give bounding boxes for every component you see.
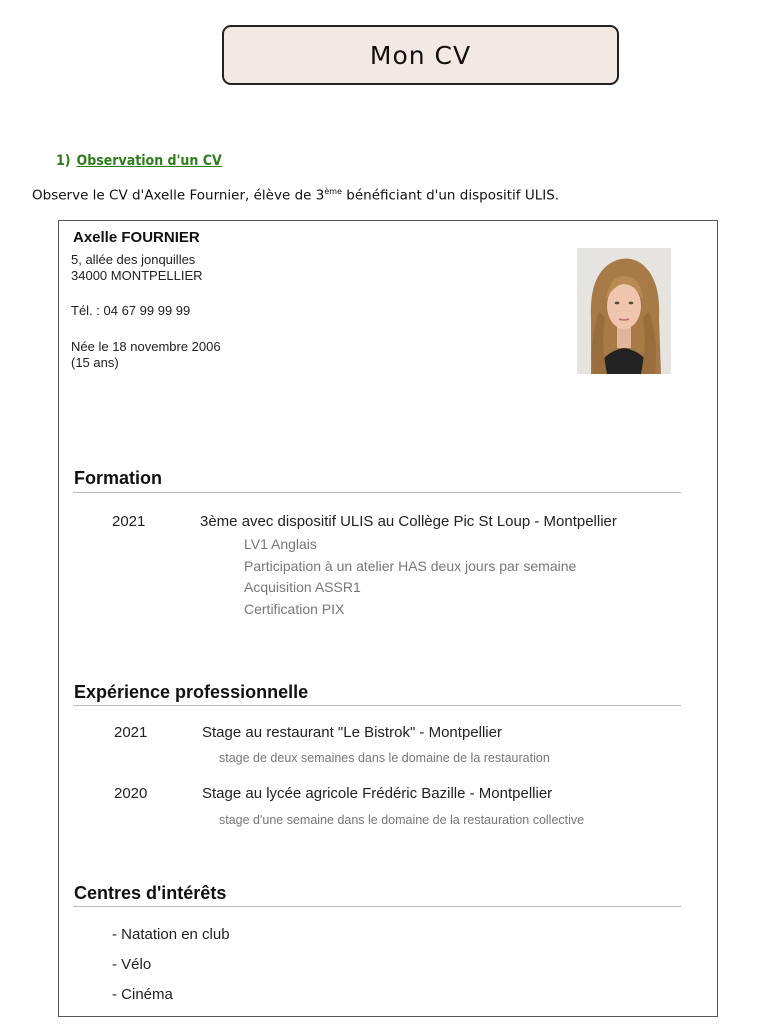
formation-detail: LV1 Anglais bbox=[244, 536, 317, 552]
experience-detail: stage d'une semaine dans le domaine de la restauration collective bbox=[219, 813, 585, 827]
page-title: Mon CV bbox=[369, 40, 472, 70]
formation-details bbox=[244, 534, 576, 620]
experience-divider bbox=[73, 705, 681, 706]
formation-year: 2021 bbox=[112, 513, 146, 530]
cv-phone: Tél. : 04 67 99 99 99 bbox=[71, 303, 191, 318]
cv-address-line2: 34000 MONTPELLIER bbox=[71, 268, 203, 283]
cv-name: Axelle FOURNIER bbox=[73, 229, 200, 246]
cv-birth-line2: (15 ans) bbox=[71, 355, 119, 370]
interest-item: - Natation en club bbox=[112, 926, 230, 943]
experience-year: 2021 bbox=[114, 724, 148, 741]
profile-photo-image bbox=[577, 248, 671, 374]
experience-main: Stage au lycée agricole Frédéric Bazille - Montpellier bbox=[202, 785, 553, 802]
cv-address bbox=[71, 252, 203, 284]
formation-divider bbox=[73, 492, 681, 493]
experience-detail: stage de deux semaines dans le domaine de la restauration bbox=[219, 751, 550, 765]
experience-year: 2020 bbox=[114, 785, 148, 802]
instruction-after: bénéficiant d'un dispositif ULIS. bbox=[341, 187, 560, 204]
page-title-box bbox=[222, 25, 619, 85]
formation-detail: Certification PIX bbox=[244, 600, 345, 617]
interest-item: - Vélo bbox=[112, 956, 152, 973]
cv-document bbox=[58, 220, 718, 1017]
formation-main: 3ème avec dispositif ULIS au Collège Pic St Loup - Montpellier bbox=[200, 513, 617, 530]
formation-detail: Acquisition ASSR1 bbox=[244, 579, 361, 595]
section-number: 1) bbox=[56, 153, 71, 169]
formation-title: Formation bbox=[74, 468, 162, 488]
instruction-before: Observe le CV d'Axelle Fournier, élève de 3 bbox=[32, 187, 325, 204]
cv-birth bbox=[71, 339, 221, 371]
instruction-superscript: ème bbox=[324, 187, 342, 196]
interests-divider bbox=[73, 906, 681, 907]
experience-main: Stage au restaurant "Le Bistrok" - Montpellier bbox=[202, 724, 502, 741]
cv-birth-line1: Née le 18 novembre 2006 bbox=[71, 339, 221, 354]
section-heading bbox=[56, 153, 222, 169]
experience-title: Expérience professionnelle bbox=[74, 682, 309, 702]
cv-address-line1: 5, allée des jonquilles bbox=[71, 252, 196, 267]
section-label: Observation d'un CV bbox=[76, 153, 222, 169]
instruction-text bbox=[32, 187, 559, 204]
interest-item: - Cinéma bbox=[112, 986, 173, 1003]
formation-detail: Participation à un atelier HAS deux jours par semaine bbox=[244, 557, 577, 574]
profile-photo bbox=[577, 248, 671, 374]
interests-title: Centres d'intérêts bbox=[74, 883, 227, 903]
